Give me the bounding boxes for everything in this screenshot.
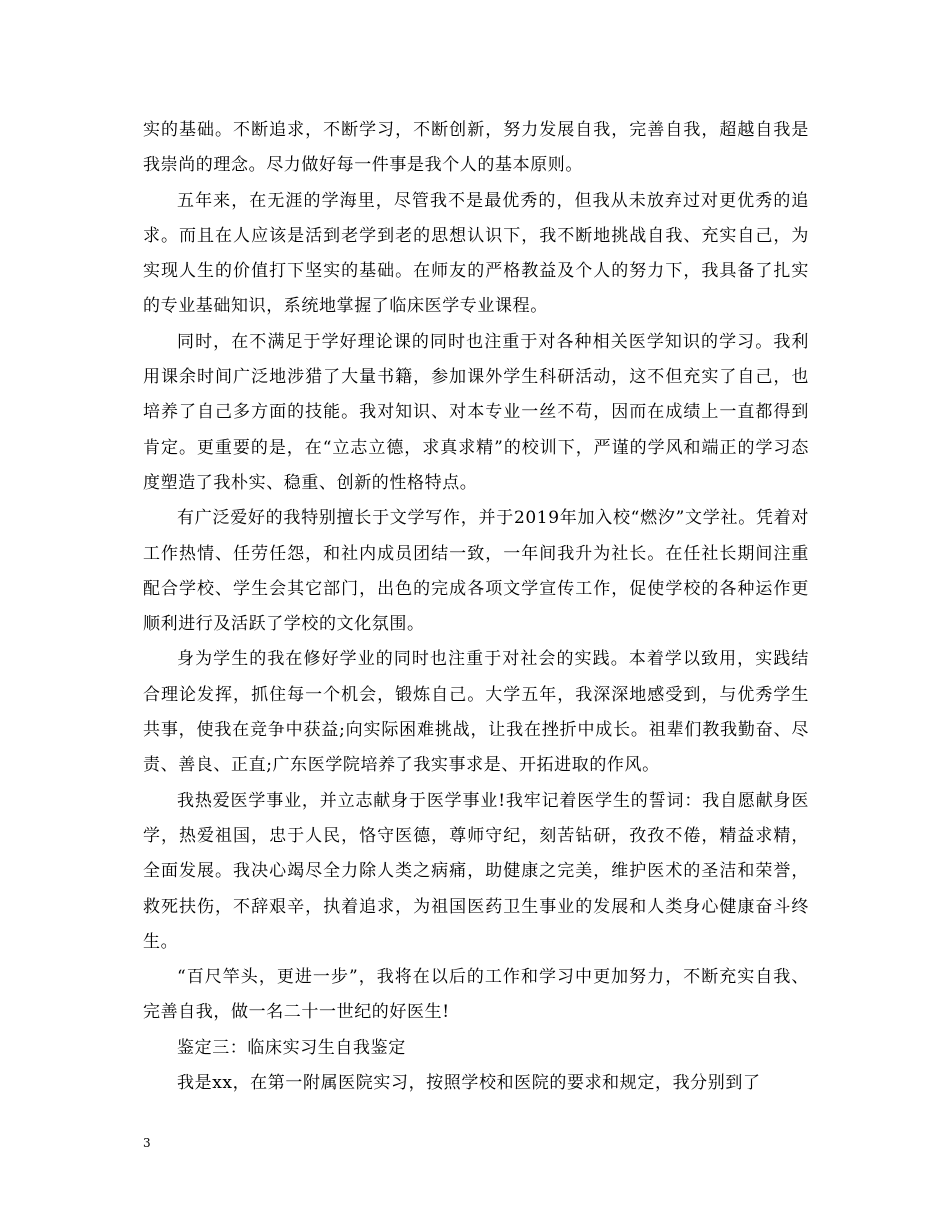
paragraph-medical-knowledge: 同时，在不满足于学好理论课的同时也注重于对各种相关医学知识的学习。我利用课余时间广泛地涉猎了大量书籍，参加课外学生科研活动，这不但充实了自己，也培养了自己多方面的技能。我对知识、对本专业一丝不苟，因而在成绩上一直都得到肯定。更重要的是，在“立志立德，求真求精”的校训下，严谨的学风和端正的学习态度塑造了我朴实、稳重、创新的性格特点。 — [143, 331, 809, 493]
paragraph-study-pursuit: 五年来，在无涯的学海里，尽管我不是最优秀的，但我从未放弃过对更优秀的追求。而且在人应该是活到老学到老的思想认识下，我不断地挑战自我、充实自己，为实现人生的价值打下坚实的基础。在师友的严格教益及个人的努力下，我具备了扎实的专业基础知识，系统地掌握了临床医学专业课程。 — [143, 190, 809, 317]
document-body — [143, 113, 809, 1101]
paragraph-literature-club: 有广泛爱好的我特别擅长于文学写作，并于2019年加入校“燃汐”文学社。凭着对工作热情、任劳任怨，和社内成员团结一致，一年间我升为社长。在任社长期间注重配合学校、学生会其它部门，出色的完成各项文学宣传工作，促使学校的各种运作更顺利进行及活跃了学校的文化氛围。 — [143, 508, 809, 635]
section-heading: 鉴定三：临床实习生自我鉴定 — [177, 1037, 406, 1058]
paragraph-medical-oath: 我热爱医学事业，并立志献身于医学事业!我牢记着医学生的誓词：我自愿献身医学，热爱祖国，忠于人民，恪守医德，尊师守纪，刻苦钻研，孜孜不倦，精益求精，全面发展。我决心竭尽全力除人类之病痛，助健康之完美，维护医术的圣洁和荣誉，救死扶伤，不辞艰辛，执着追求，为祖国医药卫生事业的发展和人类身心健康奋斗终生。 — [143, 790, 809, 952]
paragraph-social-practice: 身为学生的我在修好学业的同时也注重于对社会的实践。本着学以致用，实践结合理论发挥，抓住每一个机会，锻炼自己。大学五年，我深深地感受到，与优秀学生共事，使我在竞争中获益;向实际困难挑战，让我在挫折中成长。祖辈们教我勤奋、尽责、善良、正直;广东医学院培养了我实事求是、开拓进取的作风。 — [143, 649, 809, 776]
paragraph-closing: “百尺竿头，更进一步”，我将在以后的工作和学习中更加努力，不断充实自我、完善自我，做一名二十一世纪的好医生! — [143, 967, 809, 1023]
page-number: 3 — [143, 1136, 151, 1150]
paragraph-internship-intro: 我是xx，在第一附属医院实习，按照学校和医院的要求和规定，我分别到了 — [177, 1073, 761, 1094]
paragraph-continuation: 实的基础。不断追求，不断学习，不断创新，努力发展自我，完善自我，超越自我是我崇尚的理念。尽力做好每一件事是我个人的基本原则。 — [143, 120, 809, 176]
